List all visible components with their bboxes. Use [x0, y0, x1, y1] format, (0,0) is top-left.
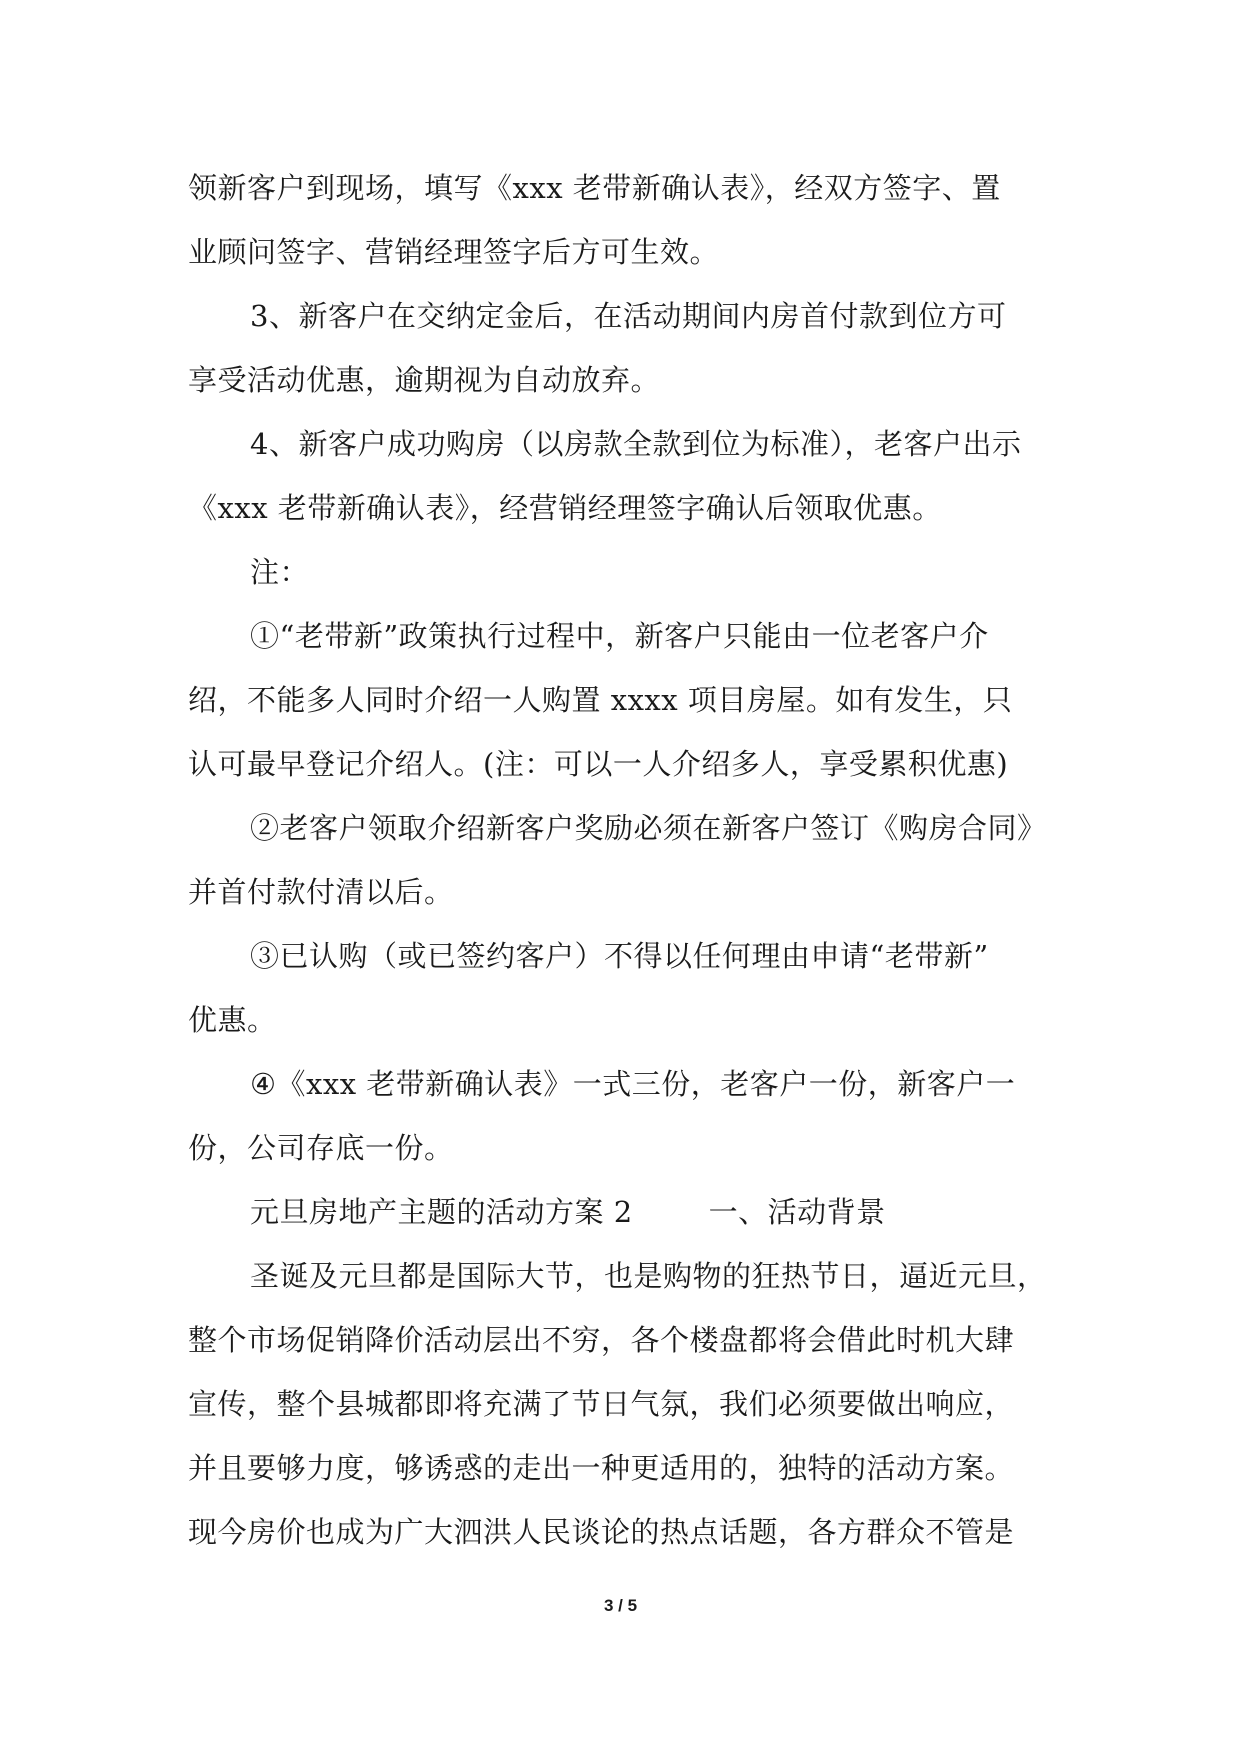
paragraph-line: 并且要够力度，够诱惑的走出一种更适用的，独特的活动方案。 — [188, 1451, 1015, 1485]
note-label: 注： — [250, 555, 310, 589]
paragraph-line: 享受活动优惠，逾期视为自动放弃。 — [188, 363, 661, 397]
paragraph-line: 绍，不能多人同时介绍一人购置 xxxx 项目房屋。如有发生，只 — [188, 683, 1013, 717]
paragraph-line: 4、新客户成功购房（以房款全款到位为标准），老客户出示 — [250, 427, 1022, 461]
paragraph-line: 领新客户到现场，填写《xxx 老带新确认表》，经双方签字、置 — [188, 171, 1001, 205]
paragraph-line: 认可最早登记介绍人。(注：可以一人介绍多人，享受累积优惠) — [188, 747, 1009, 781]
paragraph-line: 优惠。 — [188, 1003, 277, 1037]
paragraph-line: ④《xxx 老带新确认表》一式三份，老客户一份，新客户一 — [250, 1067, 1016, 1101]
paragraph-line: ③已认购（或已签约客户）不得以任何理由申请“老带新” — [250, 939, 989, 973]
paragraph-line: ①“老带新”政策执行过程中，新客户只能由一位老客户介 — [250, 619, 989, 653]
paragraph-line: 整个市场促销降价活动层出不穷，各个楼盘都将会借此时机大肆 — [188, 1323, 1015, 1357]
paragraph-line: 宣传，整个县城都即将充满了节日气氛，我们必须要做出响应， — [188, 1387, 1015, 1421]
section-subtitle: 一、活动背景 — [708, 1195, 886, 1229]
section-title: 元旦房地产主题的活动方案 2 — [250, 1195, 633, 1229]
paragraph-line: 份，公司存底一份。 — [188, 1131, 454, 1165]
page-number: 3 / 5 — [603, 1596, 638, 1615]
document-body — [188, 156, 1058, 1564]
paragraph-line: 3、新客户在交纳定金后，在活动期间内房首付款到位方可 — [250, 299, 1007, 333]
paragraph-line: 并首付款付清以后。 — [188, 875, 454, 909]
paragraph-line: 业顾问签字、营销经理签字后方可生效。 — [188, 235, 720, 269]
paragraph-line: 圣诞及元旦都是国际大节，也是购物的狂热节日，逼近元旦， — [250, 1259, 1047, 1293]
paragraph-line: ②老客户领取介绍新客户奖励必须在新客户签订《购房合同》 — [250, 811, 1047, 845]
section-heading — [188, 1180, 1058, 1244]
paragraph-line: 现今房价也成为广大泗洪人民谈论的热点话题，各方群众不管是 — [188, 1515, 1015, 1549]
paragraph-line: 《xxx 老带新确认表》，经营销经理签字确认后领取优惠。 — [188, 491, 942, 525]
